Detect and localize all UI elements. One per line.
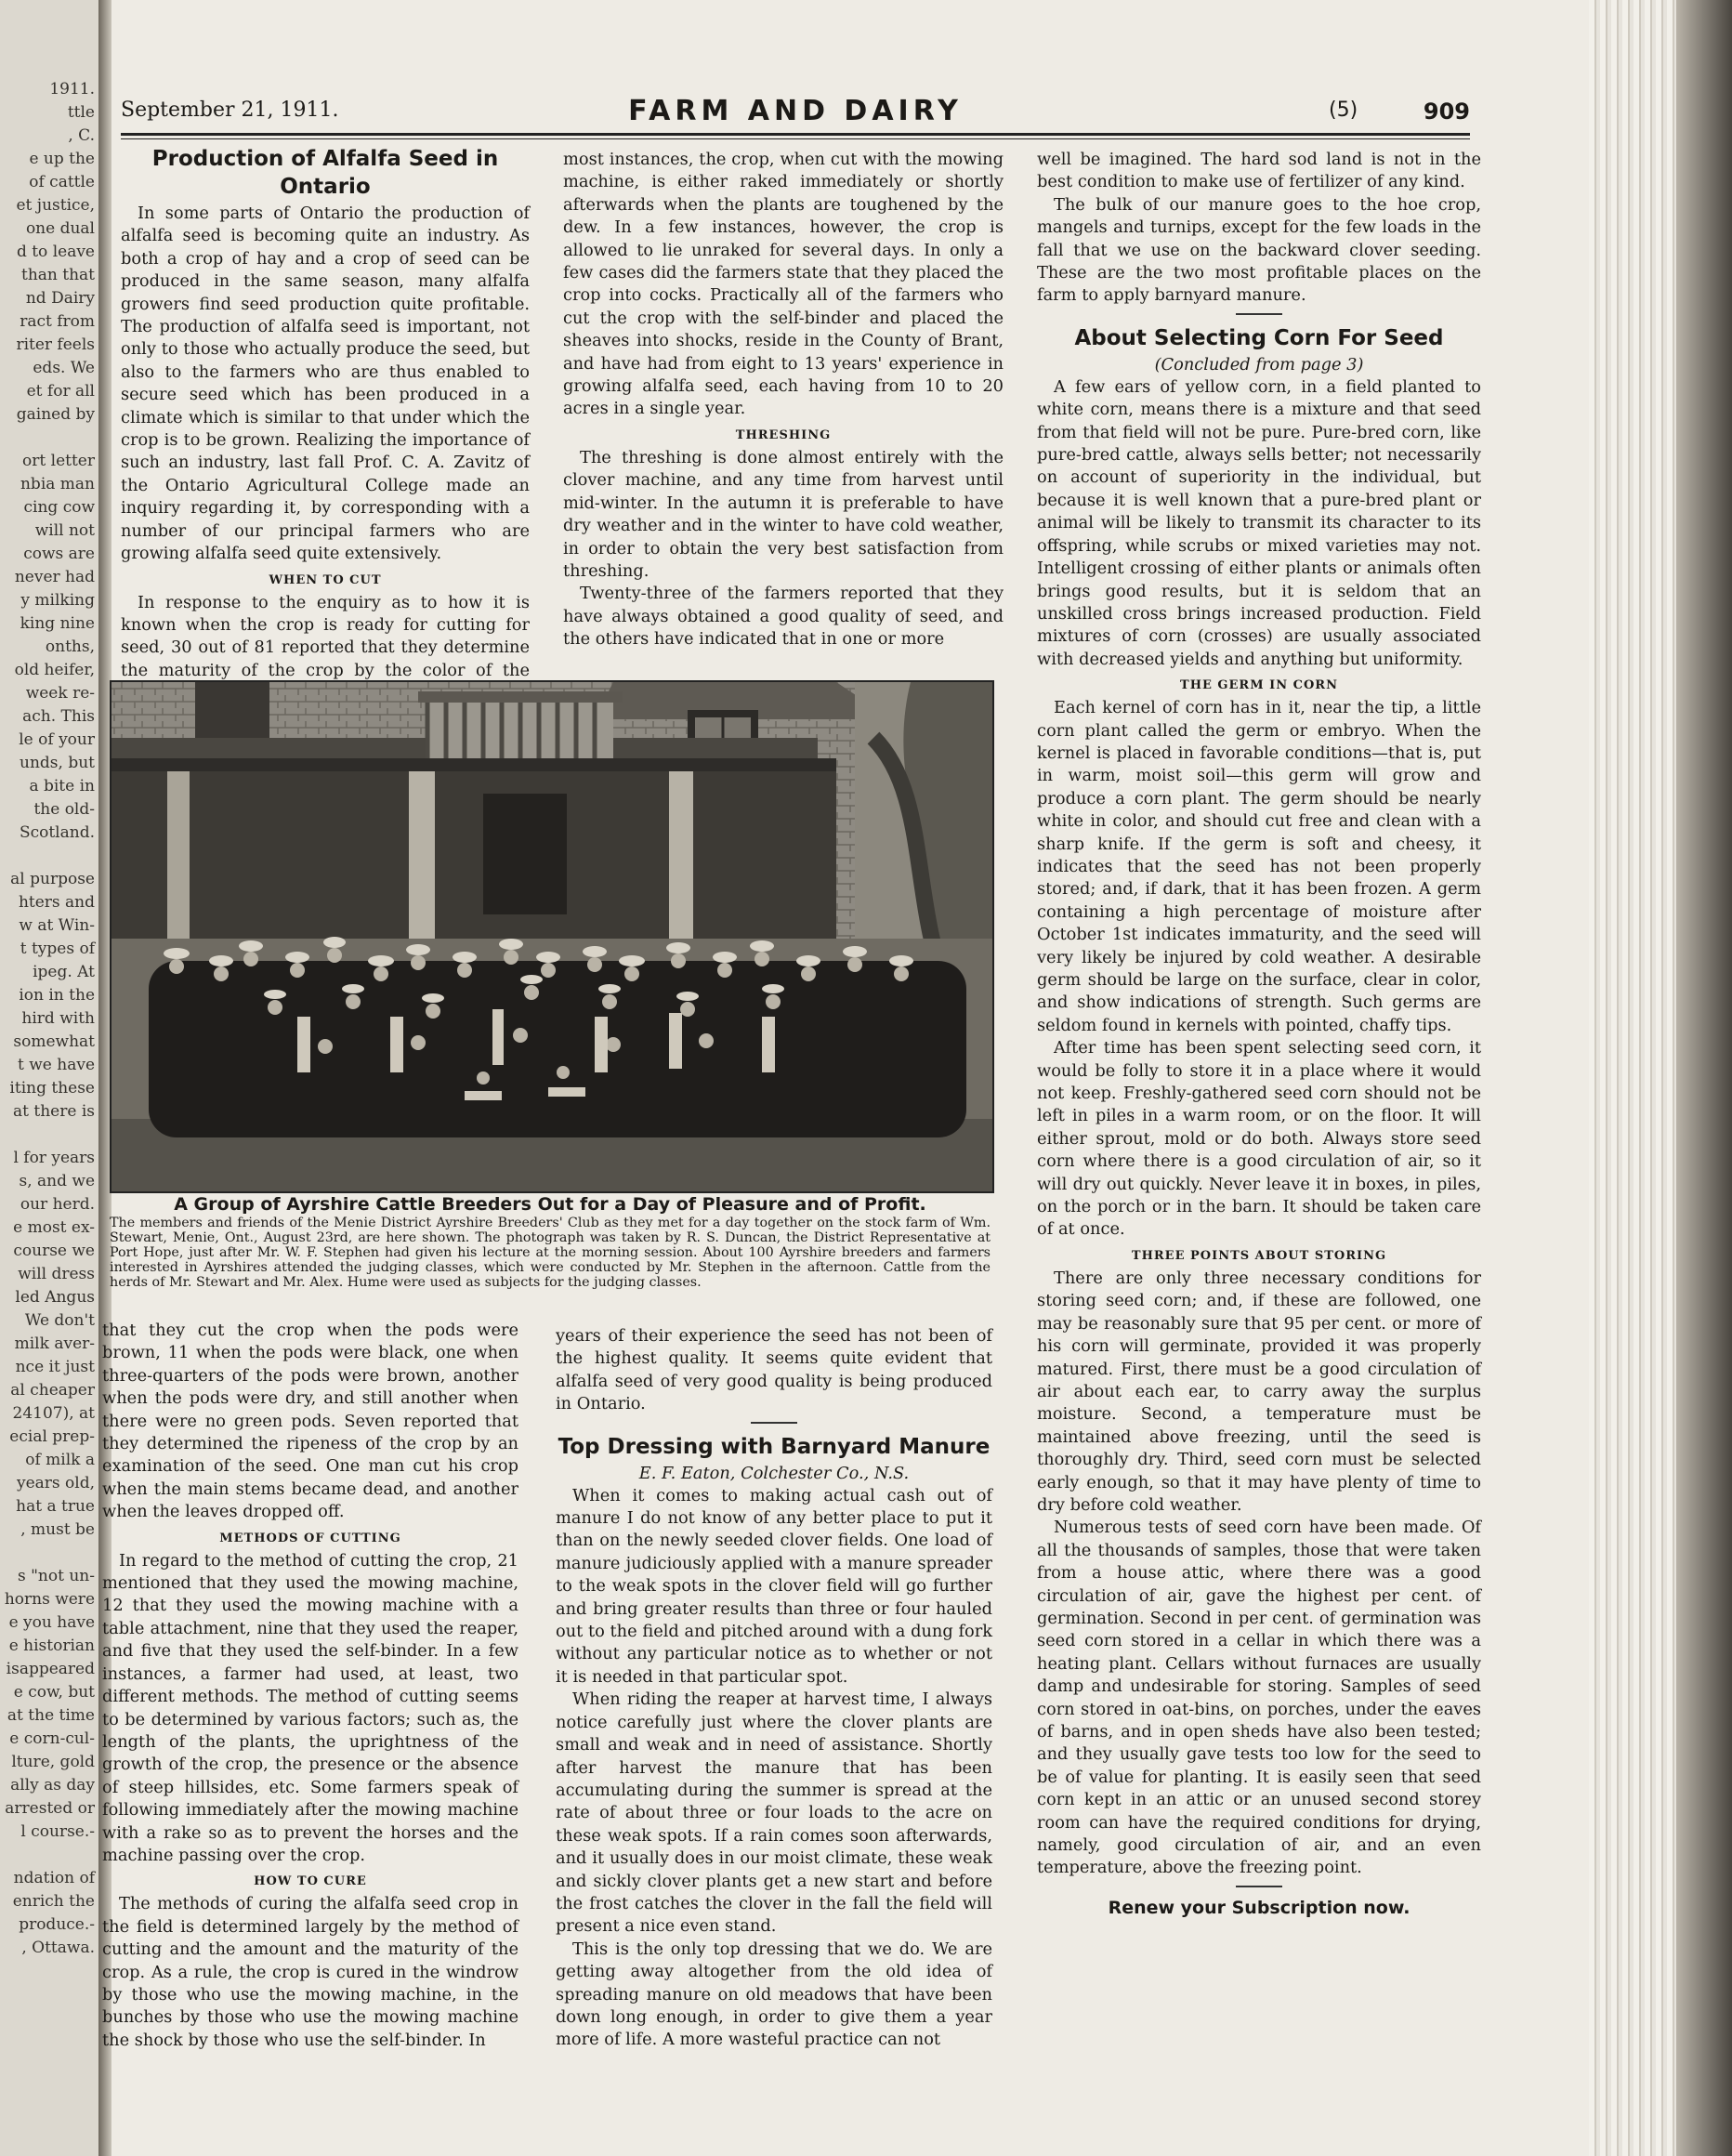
margin-fragment: ort letter	[22, 452, 95, 470]
continuation-note: (Concluded from page 3)	[1154, 354, 1364, 375]
margin-fragment: s, and we	[19, 1172, 95, 1190]
margin-fragment: l for years	[13, 1149, 95, 1167]
header-rule	[121, 133, 1470, 139]
margin-fragment: le of your	[19, 730, 95, 749]
margin-fragment: than that	[20, 266, 95, 284]
margin-fragment: years old,	[16, 1474, 95, 1492]
margin-fragment: king nine	[20, 614, 95, 633]
margin-fragment: We don't	[24, 1311, 95, 1330]
paragraph: most instances, the crop, when cut with the mowing machine, is either raked immediately or shortly afterwards when the plants are toughened by the dew. In a few instances, however, the crop is allowed to lie unraked for several days. In only a few cases did the farmers state that they placed the crop into cocks. Practically all of the farmers who cut the crop with the self-binder and placed the sheaves into shocks, reside in the County of Brant, and have had from eight to 13 years' experience in growing alfalfa seed, each having from 10 to 20 acres in a single year.	[563, 150, 1004, 419]
paragraph: The threshing is done almost entirely with the clover machine, and any time from harvest until mid-winter. In the autumn it is preferable to have dry weather and in the winter to have cold weather, in order to obtain the very best satisfaction from threshing.	[563, 447, 1004, 581]
margin-fragment: , C.	[68, 126, 95, 145]
margin-fragment: Scotland.	[19, 823, 95, 842]
paragraph: that they cut the crop when the pods were brown, 11 when the pods were black, one when three-quarters of the pods were brown, another when the pods were dry, and still another when there were no green pods. Seven reported that they determined the ripeness of the crop by an examination of the seed. One man cut his crop when the main stems became dead, and another when the leaves dropped off.	[102, 1321, 518, 1522]
photo-caption-text: The members and friends of the Menie District Ayrshire Breeders' Club as they met for a day together on the stock farm of Wm. Stewart, Menie, Ont., August 23rd, are here shown. The photograph was taken by R. S. Duncan, the District Representative at Port Hope, just after Mr. W. F. Stephen had given his lecture at the morning session. About 100 Ayrshire breeders and farmers interested in Ayrshires attended the judging classes, which were conducted by Mr. Stephen in the afternoon. Cattle from the herds of Mr. Stewart and Mr. Alex. Hume were used as subjects for the judging classes.	[110, 1216, 991, 1290]
margin-fragment: week re-	[25, 684, 95, 703]
margin-fragment: et for all	[26, 382, 95, 401]
margin-fragment: milk aver-	[14, 1334, 95, 1353]
photo-title: A Group of Ayrshire Cattle Breeders Out for a Day of Pleasure and of Profit.	[174, 1194, 926, 1215]
margin-fragment: cows are	[23, 545, 95, 563]
paragraph: In some parts of Ontario the production of alfalfa seed is becoming quite an industry. As both a crop of hay and a crop of seed can be produced in the same season, many alfalfa growers find seed production quite profitable. The production of alfalfa seed is important, not only to those who actually produce the seed, but also to the farmers who are thus enabled to secure seed which has been produced in a climate which is similar to that under which the crop is to be grown. Realizing the importance of such an industry, last fall Prof. C. A. Zavitz of the Ontario Agricultural College made an inquiry regarding it, by corresponding with a number of our principal farmers who are growing alfalfa seed quite extensively.	[121, 204, 530, 564]
headline-alfalfa: Production of Alfalfa Seed in Ontario	[151, 147, 499, 199]
margin-fragment: isappeared	[6, 1660, 95, 1678]
headline-selecting-corn: About Selecting Corn For Seed	[1074, 325, 1444, 350]
margin-fragment: hird with	[21, 1009, 95, 1028]
photo-caption	[110, 1193, 991, 1290]
paragraph: A few ears of yellow corn, in a field planted to white corn, means there is a mixture and that seed from that field will not be pure. Pure-bred corn, like pure-bred cattle, always sells better; not necessarily on account of superiority in the individual, but because it is well known that a pure-bred plant or animal will be likely to transmit its character to its offspring, while scrubs or mixed varieties may not. Intelligent crossing of either plants or animals often brings good results, but it is seldom that an unskilled cross brings increased production. Field mixtures of corn (crosses) are usually associated with decreased yields and anything but uniformity.	[1037, 376, 1481, 669]
subhead-germ-in-corn: THE GERM IN CORN	[1180, 678, 1338, 693]
margin-fragment: t we have	[18, 1056, 95, 1074]
byline: E. F. Eaton, Colchester Co., N.S.	[638, 1463, 910, 1483]
margin-fragment: al purpose	[10, 870, 95, 888]
paragraph: In regard to the method of cutting the crop, 21 mentioned that they used the mowing machine, 12 that they used the mowing machine with a table attachment, nine that they used the reaper, and five that they used the self-binder. In a few instances, a farmer had used, at least, two different methods. The method of cutting seems to be determined by various factors; such as, the length of the plants, the uprightness of the growth of the crop, the presence or the absence of steep hillsides, etc. Some farmers speak of following immediately after the mowing machine with a rake so as to prevent the horses and the machine passing over the crop.	[102, 1550, 518, 1865]
margin-fragment: never had	[14, 568, 95, 586]
margin-fragment: ecial prep-	[9, 1427, 95, 1446]
issue-date: September 21, 1911.	[121, 99, 339, 122]
margin-fragment: one dual	[25, 219, 95, 238]
margin-fragment: horns were	[4, 1590, 95, 1609]
paragraph: The bulk of our manure goes to the hoe crop, mangels and turnips, except for the few loads in the fall that we use on the backward clover seeding. These are the two most profitable places on the farm to apply barnyard manure.	[1037, 194, 1481, 306]
margin-fragment: enrich the	[12, 1892, 95, 1911]
previous-page-margin	[0, 0, 100, 2156]
margin-fragment: e cow, but	[13, 1683, 95, 1702]
margin-fragment: d to leave	[16, 243, 95, 261]
running-header	[121, 95, 1470, 136]
margin-fragment: led Angus	[15, 1288, 95, 1307]
subhead-methods-of-cutting: METHODS OF CUTTING	[219, 1531, 401, 1545]
headline-top-dressing: Top Dressing with Barnyard Manure	[558, 1434, 991, 1459]
margin-fragment: ach. This	[22, 707, 95, 726]
margin-fragment: of milk a	[25, 1451, 95, 1469]
subscription-notice: Renew your Subscription now.	[1108, 1897, 1411, 1918]
margin-fragment: s "not un-	[17, 1567, 95, 1585]
section-divider	[1236, 1886, 1282, 1887]
margin-fragment: et justice,	[16, 196, 95, 215]
margin-fragment: ally as day	[10, 1776, 95, 1794]
page-number: 909	[1423, 99, 1470, 125]
margin-fragment: e historian	[8, 1637, 95, 1655]
margin-fragment: nd Dairy	[25, 289, 95, 308]
margin-fragment: hters and	[18, 893, 95, 912]
margin-fragment: , must be	[20, 1520, 95, 1539]
paragraph: After time has been spent selecting seed corn, it would be folly to store it in a place where it would not keep. Freshly-gathered seed corn should not be left in piles in a warm room, or on the floor. It will either sprout, mold or do both. Always store seed corn where there is a good circulation of air, so it will dry out quickly. Never leave it in boxes, in piles, on the porch or in the barn. It should be taken care of at once.	[1037, 1038, 1481, 1240]
column-3	[1037, 149, 1481, 1919]
margin-fragment: t types of	[20, 940, 95, 958]
margin-fragment: our herd.	[20, 1195, 95, 1214]
section-divider	[1236, 313, 1282, 315]
subhead-threshing: THRESHING	[735, 427, 832, 442]
margin-fragment: iting these	[9, 1079, 95, 1098]
margin-fragment: ttle	[67, 103, 95, 122]
paragraph: Numerous tests of seed corn have been made. Of all the thousands of samples, those that were taken from a house attic, where there was a good circulation of air, gave the highest per cent. of germination. Second in per cent. of germination was seed corn stored in a cellar in which there was a heating plant. Cellars without furnaces are usually damp and undesirable for storing. Samples of seed corn stored in oat-bins, on porches, under the eaves of barns, and in open sheds have also been tested; and they usually gave tests too low for the seed to be of value for planting. It is easily seen that seed corn kept in an attic or an unused second storey room can have the required conditions for drying, namely, good circulation of air, and an even temperature, above the freezing point.	[1037, 1518, 1481, 1878]
margin-fragment: at the time	[7, 1706, 95, 1725]
sheet-number: (5)	[1329, 99, 1358, 122]
paragraph: There are only three necessary conditions for storing seed corn; and, if these are followed, one may be reasonably sure that 95 per cent. or more of his corn will germinate, provided it was properly matured. First, there must be a good circulation of air about each ear, to carry away the surplus moisture. Second, a temperature must be maintained above freezing, until the seed is thoroughly dry. Third, seed corn must be selected early enough, so that it may have plenty of time to dry before cold weather.	[1037, 1268, 1481, 1515]
margin-fragment: e corn-cul-	[9, 1729, 95, 1748]
paragraph: Twenty-three of the farmers reported that they have always obtained a good quality of seed, and the others have indicated that in one or more	[563, 584, 1004, 650]
margin-fragment: e most ex-	[13, 1218, 95, 1237]
paragraph: When riding the reaper at harvest time, I always notice carefully just where the clover plants are small and weak and in need of assistance. Shortly after harvest the manure that has been accumulating during the summer is spread at the rate of about three or four loads to the acre on these weak spots. If a rain comes soon afterwards, and it usually does in our moist climate, these weak and sickly clover plants get a new start and before the frost catches the clover in the fall the field will present a nice even stand.	[556, 1689, 992, 1937]
margin-fragment: , Ottawa.	[21, 1939, 95, 1957]
margin-fragment: a bite in	[29, 777, 95, 795]
subhead-three-points-storing: THREE POINTS ABOUT STORING	[1131, 1248, 1387, 1263]
column-2-bottom	[556, 1325, 992, 2052]
margin-fragment: e up the	[29, 150, 95, 168]
margin-fragment: eds. We	[33, 359, 95, 377]
paragraph: well be imagined. The hard sod land is not in the best condition to make use of fertilizer of any kind.	[1037, 150, 1481, 192]
margin-fragment: cing cow	[23, 498, 95, 517]
margin-fragment: the old-	[33, 800, 95, 819]
margin-fragment: 24107), at	[12, 1404, 95, 1423]
margin-fragment: e you have	[8, 1613, 95, 1632]
margin-fragment: ion in the	[19, 986, 95, 1005]
margin-fragment: lture, gold	[11, 1753, 95, 1771]
newspaper-title: FARM AND DAIRY	[628, 95, 963, 127]
column-1-bottom	[102, 1320, 518, 2052]
paragraph: years of their experience the seed has not been of the highest quality. It seems quite evident that alfalfa seed of very good quality is being produced in Ontario.	[556, 1326, 992, 1414]
margin-fragment: ract from	[20, 312, 95, 331]
margin-fragment: produce.-	[19, 1915, 95, 1934]
margin-fragment: at there is	[13, 1102, 95, 1121]
margin-fragment: course we	[13, 1242, 95, 1260]
margin-fragment: will dress	[18, 1265, 95, 1283]
section-divider	[751, 1422, 797, 1424]
margin-fragment: onths,	[45, 638, 95, 656]
margin-fragment: riter feels	[16, 335, 95, 354]
subhead-how-to-cure: HOW TO CURE	[254, 1874, 367, 1889]
margin-fragment: unds, but	[20, 754, 95, 772]
margin-fragment: hat a true	[16, 1497, 95, 1516]
margin-fragment: al cheaper	[10, 1381, 95, 1400]
subhead-when-to-cut: WHEN TO CUT	[269, 572, 382, 587]
group-photograph	[110, 680, 994, 1193]
paragraph: This is the only top dressing that we do. We are getting away altogether from the old idea of spreading manure on old meadows that have been down long enough, in order to give them a year more of life. A more wasteful practice can not	[556, 1939, 992, 2050]
margin-fragment: old heifer,	[14, 661, 95, 679]
margin-fragment: ndation of	[13, 1869, 95, 1887]
margin-fragment: nce it just	[15, 1358, 95, 1376]
margin-fragment: somewhat	[13, 1032, 95, 1051]
margin-fragment: 1911.	[49, 80, 95, 99]
margin-fragment: y milking	[20, 591, 95, 610]
margin-fragment: will not	[34, 521, 95, 540]
margin-fragment: gained by	[16, 405, 95, 424]
margin-fragment: ipeg. At	[33, 963, 95, 981]
paragraph: The methods of curing the alfalfa seed crop in the field is determined largely by the method of cutting and the amount and the maturity of the crop. As a rule, the crop is cured in the windrow by those who use the mowing machine, in the bunches by those who use the mowing machine the shock by those who use the self-binder. In	[102, 1894, 518, 2050]
margin-fragment: l course.-	[20, 1822, 95, 1841]
photo-illustration	[112, 682, 992, 1191]
paragraph: When it comes to making actual cash out of manure I do not know of any better place to put it than on the newly seeded clover fields. One load of manure judiciously applied with a manure spreader to the weak spots in the clover field will go further and bring greater results than three or four hauled out to the field and pitched around with a dung fork without any particular notice as to whether or not it is needed in that particular spot.	[556, 1485, 992, 1687]
column-2-top	[563, 149, 1004, 651]
margin-fragment: arrested or	[5, 1799, 95, 1818]
page-stack-edge	[1589, 0, 1732, 2156]
margin-fragment: w at Win-	[19, 916, 95, 935]
margin-fragment: nbia man	[20, 475, 95, 493]
paragraph: Each kernel of corn has in it, near the tip, a little corn plant called the germ or embryo. When the kernel is placed in favorable conditions—that is, put in warm, moist soil—this germ will grow and produce a corn plant. The germ should be nearly white in color, and should cut free and clean with a sharp knife. If the germ is soft and cheesy, it indicates that the seed has not been properly stored; and, if dark, that it has been frozen. A germ containing a high percentage of moisture after October 1st indicates immaturity, and the seed will very likely be injured by cold weather. A desirable germ should be large on the surface, clear in color, and show indications of strength. Such germs are seldom found in kernels with pointed, chaffy tips.	[1037, 698, 1481, 1035]
margin-fragment: of cattle	[29, 173, 95, 191]
column-1-top	[121, 145, 530, 705]
paragraph: In response to the enquiry as to how it is known when the crop is ready for cutting for seed, 30 out of 81 reported that they determine the maturity of the crop by the color of the	[121, 592, 530, 680]
